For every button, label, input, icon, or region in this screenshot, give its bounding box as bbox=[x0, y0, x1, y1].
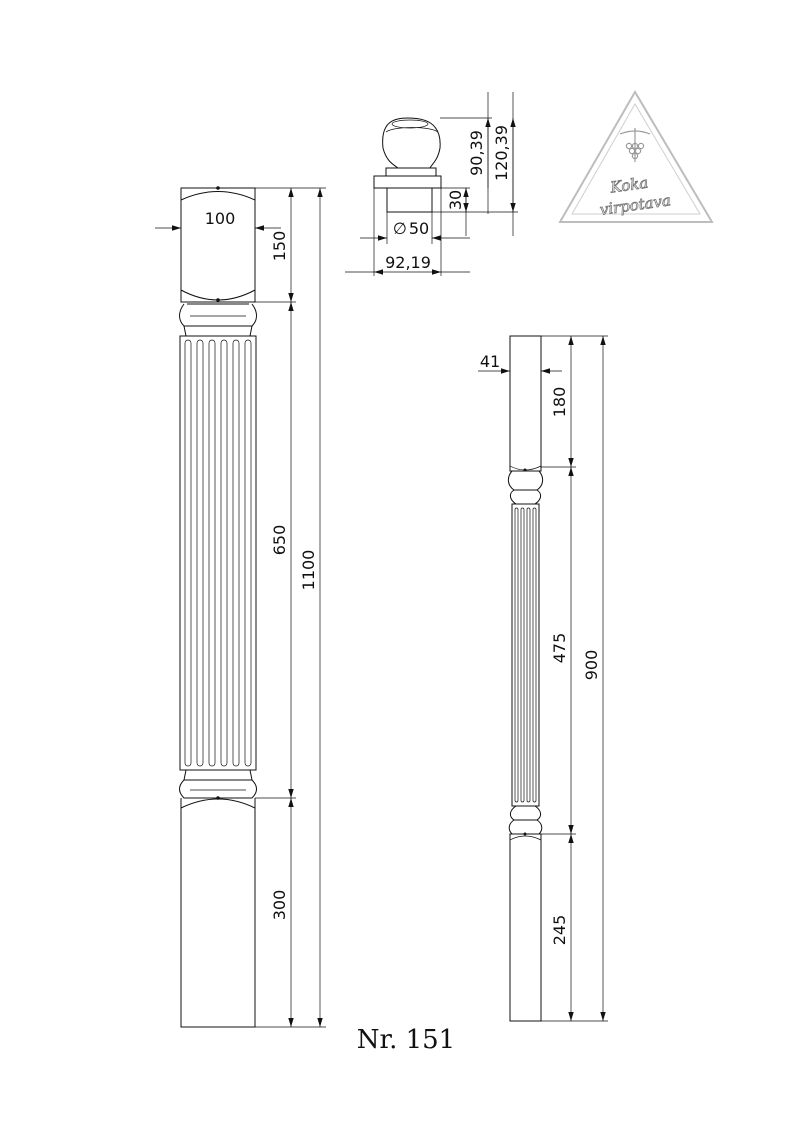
large-post-bottom-block-label: 300 bbox=[270, 889, 289, 921]
small-post-top-block-label: 180 bbox=[550, 386, 569, 418]
small-post-shaft-label: 475 bbox=[550, 632, 569, 664]
small-post-drawing bbox=[508, 336, 542, 1021]
large-post-shaft-label: 650 bbox=[270, 524, 289, 556]
cap-height-inner-label: 90,39 bbox=[467, 130, 486, 176]
large-post-top-block-label: 150 bbox=[270, 230, 289, 262]
cap-diameter-symbol: ∅ bbox=[393, 219, 407, 238]
cap-spigot-height-label: 30 bbox=[446, 189, 465, 211]
drawing-title: Nr. 151 bbox=[356, 1025, 456, 1055]
small-post-bottom-block-label: 245 bbox=[550, 914, 569, 946]
small-post-width-label: 41 bbox=[479, 352, 501, 371]
large-post-total-label: 1100 bbox=[299, 549, 318, 591]
logo-text-line1: Koka bbox=[609, 173, 650, 197]
cap-spigot-diameter-label: 50 bbox=[408, 219, 430, 238]
large-post-drawing bbox=[180, 186, 257, 1027]
large-post-width-label: 100 bbox=[204, 209, 236, 228]
logo bbox=[560, 92, 712, 222]
cap-dimensions bbox=[345, 92, 518, 276]
small-post-total-label: 900 bbox=[582, 649, 601, 681]
cap-base-width-label: 92,19 bbox=[385, 253, 431, 272]
grape-icon bbox=[620, 128, 650, 162]
cap-height-total-label: 120,39 bbox=[492, 125, 511, 181]
cap-drawing bbox=[374, 118, 441, 212]
logo-text-line2: virpotava bbox=[598, 191, 672, 219]
